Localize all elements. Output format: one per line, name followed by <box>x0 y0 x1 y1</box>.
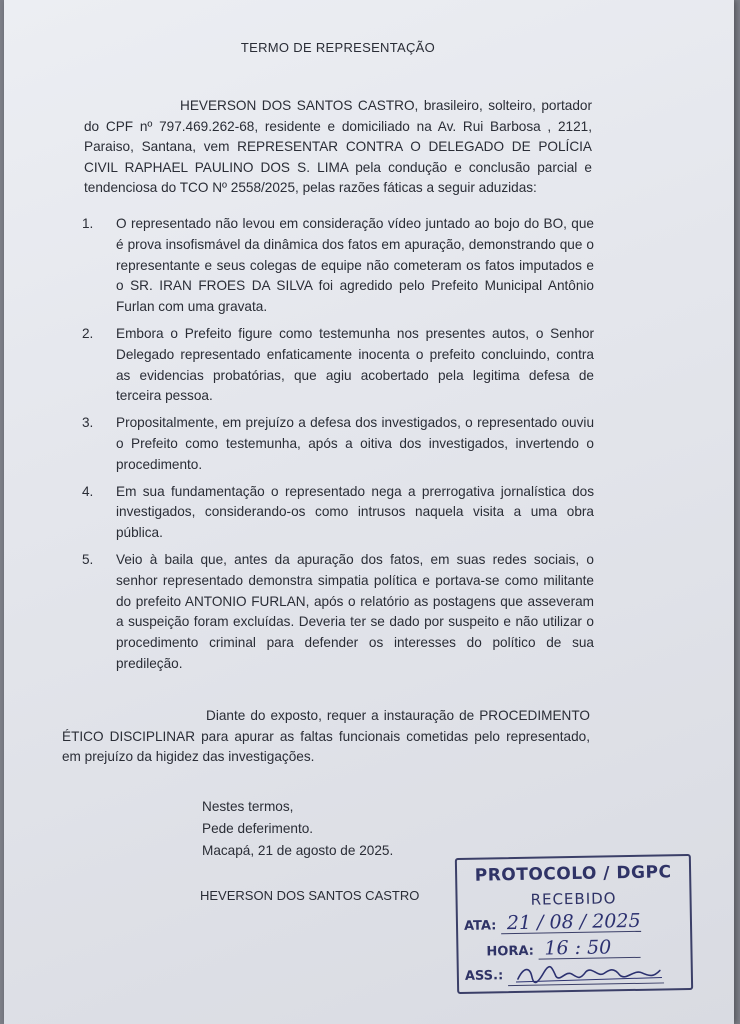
document-page <box>4 0 734 1024</box>
stamp-date-label: ATA: <box>463 918 497 934</box>
stamp-signature-row <box>465 960 664 986</box>
item-text: Propositalmente, em prejuízo a defesa dos investigados, o representado ouviu o Prefeito como testemunha, após a oitiva dos investigados, invertendo o procedimento. <box>116 415 594 472</box>
stamp-date-row <box>464 911 641 935</box>
place-date: Macapá, 21 de agosto de 2025. <box>202 843 394 858</box>
stamp-subtitle: RECEBIDO <box>530 889 617 909</box>
stamp-signature-label: ASS.: <box>464 968 504 984</box>
stamp-signature <box>508 960 664 986</box>
item-number: 5. <box>82 551 94 567</box>
stamp-date-value: 21 / 08 / 2025 <box>501 911 641 934</box>
stamp-time-row <box>486 937 640 961</box>
closing-paragraph <box>62 706 590 768</box>
list-item <box>76 482 594 544</box>
item-number: 1. <box>82 216 94 231</box>
list-item <box>76 550 594 675</box>
list-item <box>76 413 594 475</box>
closing-text: Diante do exposto, requer a instauração de PROCEDIMENTO ÉTICO DISCIPLINAR para apurar as faltas funcionais cometidas pelo representado, em prejuízo da higidez das investigações. <box>62 708 590 764</box>
stamp-time-label: HORA: <box>486 943 535 960</box>
stamp-time-value: 16 : 50 <box>538 937 640 960</box>
item-number: 2. <box>82 325 94 341</box>
item-text: O representado não levou em consideração vídeo juntado ao bojo do BO, que é prova insofismável da dinâmica dos fatos em apuração, demonstrando que o representante e seus colegas de equipe não cometeram os fatos imputados e o SR. IRAN FROES DA SILVA foi agredido pelo Prefeito Municipal Antônio Furlan com uma gravata. <box>116 216 594 315</box>
handwritten-signature-icon <box>514 960 664 985</box>
intro-text: HEVERSON DOS SANTOS CASTRO, brasileiro, solteiro, portador do CPF nº 797.469.262-68, residente e domiciliado na Av. Rui Barbosa , 2121, Paraiso, Santana, vem REPRESENTAR CONTRA O DELEGADO DE POLÍCIA CIVIL RAPHAEL PAULINO DOS S. LIMA pela condução e conclusão parcial e tendenciosa do TCO Nº 2558/2025, pelas razões fáticas a seguir aduzidas: <box>84 98 592 195</box>
items-list <box>76 214 594 675</box>
item-text: Veio à baila que, antes da apuração dos fatos, em suas redes sociais, o senhor representado demonstra simpatia política e portava-se como militante do prefeito ANTONIO FURLAN, após o relatório as postagens que asseveram a suspeição foram excluídas. Deveria ter se dado por suspeito e não utilizar o procedimento criminal para defender os interesses do político de sua predileção. <box>116 551 594 671</box>
signer-name: HEVERSON DOS SANTOS CASTRO <box>200 888 420 903</box>
list-item <box>76 214 594 318</box>
signoff-line-2: Pede deferimento. <box>202 821 314 836</box>
item-number: 3. <box>82 415 94 431</box>
item-text: Em sua fundamentação o representado nega a prerrogativa jornalística dos investigados, considerando-os como intrusos naquela visita a uma obra pública. <box>116 483 594 541</box>
stamp-title: PROTOCOLO / DGPC <box>474 862 672 886</box>
list-item <box>76 324 594 407</box>
item-text: Embora o Prefeito figure como testemunha nos presentes autos, o Senhor Delegado representado enfaticamente inocenta o prefeito concluindo, contra as evidencias probatórias, que agiu acobertado pela legitima defesa de terceira pessoa. <box>116 325 594 404</box>
signoff-block <box>202 796 393 862</box>
intro-paragraph <box>84 96 592 199</box>
signoff-line-1: Nestes termos, <box>202 799 294 814</box>
protocol-stamp <box>455 854 693 994</box>
item-number: 4. <box>82 483 94 499</box>
document-title: TERMO DE REPRESENTAÇÃO <box>240 40 436 55</box>
